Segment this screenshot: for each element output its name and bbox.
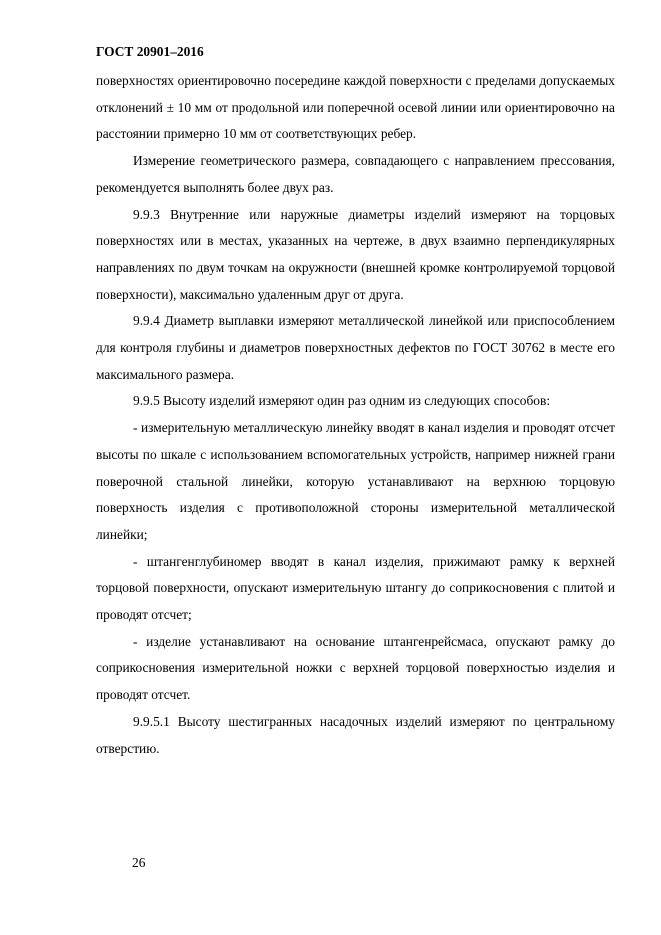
- document-header: ГОСТ 20901–2016: [96, 44, 204, 59]
- paragraph-9-9-5: 9.9.5 Высоту изделий измеряют один раз одним из следующих способов:: [133, 393, 551, 409]
- paragraph-9-9-4: 9.9.4 Диаметр выплавки измеряют металлической линейкой или приспособлением для контроля глубины и диаметров поверхностных дефектов по ГОСТ 30762 в месте его максимального размера.: [96, 313, 615, 382]
- paragraph-continuation: поверхностях ориентировочно посередине каждой поверхности с пределами допускаемых отклонений ± 10 мм от продольной или поперечной осевой линии или ориентировочно на расстоянии примерно 10 мм от соответствующих ребер.: [96, 73, 615, 142]
- paragraph-9-9-3: 9.9.3 Внутренние или наружные диаметры изделий измеряют на торцовых поверхностях или в местах, указанных на чертеже, в двух взаимно перпендикулярных направлениях по двум точкам на окружности (внешней кромке контролируемой торцовой поверхности), максимально удаленным друг от друга.: [96, 206, 615, 302]
- page-number: 26: [132, 855, 146, 870]
- paragraph-measurement-note: Измерение геометрического размера, совпадающего с направлением прессования, рекомендуется выполнять более двух раз.: [96, 153, 615, 195]
- paragraph-9-9-5-1: 9.9.5.1 Высоту шестигранных насадочных изделий измеряют по центральному отверстию.: [96, 713, 615, 756]
- list-item-ruler-method: - измерительную металлическую линейку вводят в канал изделия и проводят отсчет высоты по шкале с использованием вспомогательных устройств, например нижней грани поверочной стальной линейки, которую устанавливают на верхнюю торцовую поверхность изделия с противоположной стороны измерительной металлической линейки;: [96, 420, 615, 542]
- list-item-height-gauge-method: - изделие устанавливают на основание штангенрейсмаса, опускают рамку до соприкосновения измерительной ножки с верхней торцовой поверхностью изделия и проводят отсчет.: [96, 633, 615, 703]
- document-body: [96, 68, 615, 762]
- list-item-depth-gauge-method: - штангенглубиномер вводят в канал изделия, прижимают рамку к верхней торцовой поверхности, опускают измерительную штангу до соприкосновения с плитой и проводят отсчет;: [96, 553, 615, 623]
